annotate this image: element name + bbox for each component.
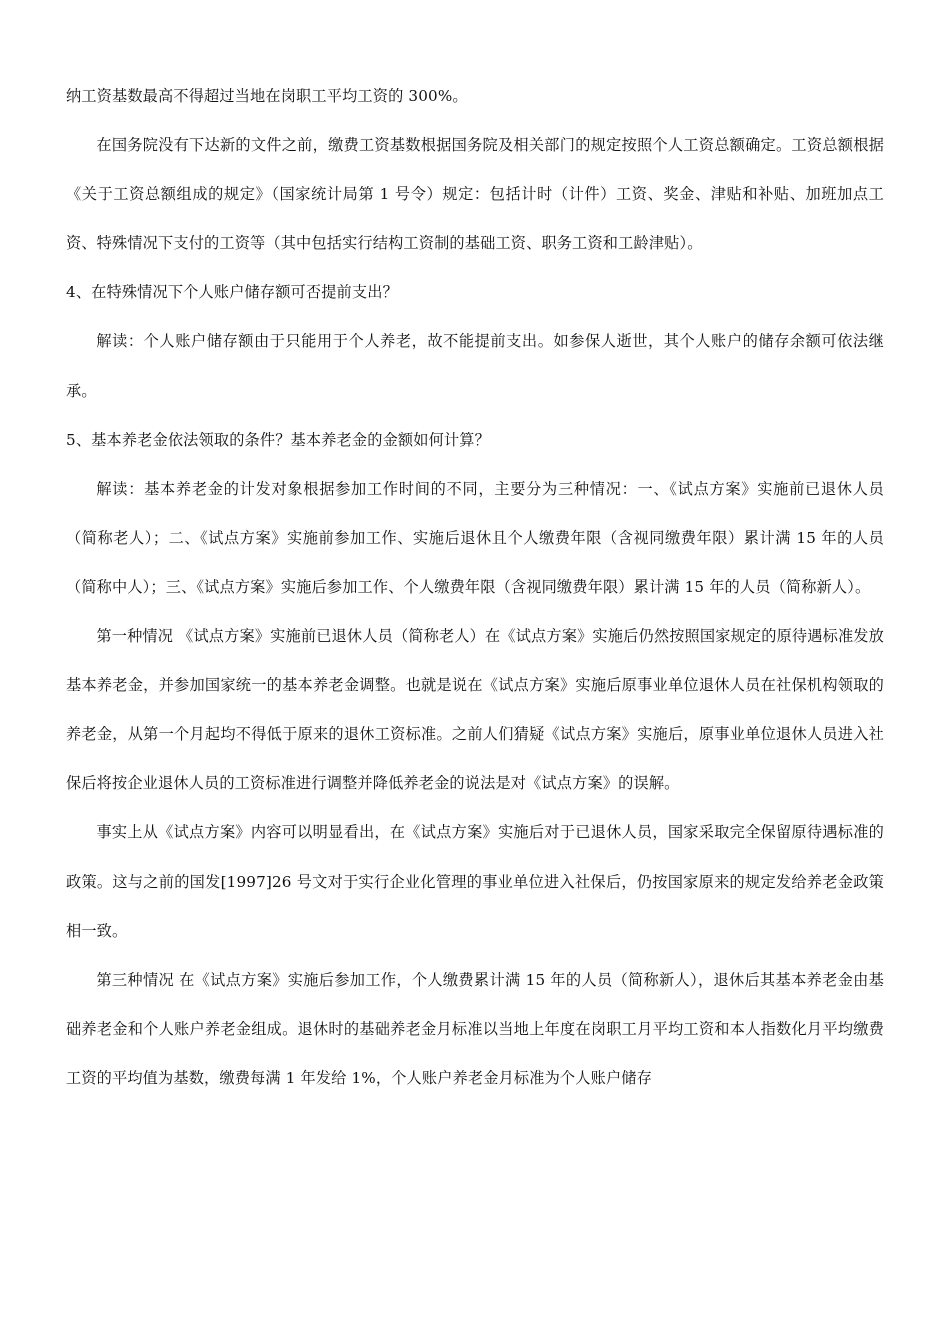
case-one-paragraph: 第一种情况 《试点方案》实施前已退休人员（简称老人）在《试点方案》实施后仍然按照国家规定的原待遇标准发放基本养老金，并参加国家统一的基本养老金调整。也就是说在《试点方案》实施后原事业单位退休人员在社保机构领取的养老金，从第一个月起均不得低于原来的退休工资标准。之前人们猜疑《试点方案》实施后，原事业单位退休人员进入社保后将按企业退休人员的工资标准进行调整并降低养老金的说法是对《试点方案》的误解。	[66, 627, 884, 793]
paragraph-contribution-base-cap: 纳工资基数最高不得超过当地在岗职工平均工资的 300%。	[66, 87, 468, 105]
paragraph-wage-total-definition: 在国务院没有下达新的文件之前，缴费工资基数根据国务院及相关部门的规定按照个人工资总额确定。工资总额根据《关于工资总额组成的规定》（国家统计局第 1 号令）规定：包括计时（计件）工资、奖金、津贴和补贴、加班加点工资、特殊情况下支付的工资等（其中包括实行结构工资制的基础工资、职务工资和工龄津贴）。	[66, 136, 884, 253]
document-body	[66, 72, 884, 1103]
case-three-paragraph: 第三种情况 在《试点方案》实施后参加工作，个人缴费累计满 15 年的人员（简称新人），退休后其基本养老金由基础养老金和个人账户养老金组成。退休时的基础养老金月标准以当地上年度在岗职工月平均工资和本人指数化月平均缴费工资的平均值为基数，缴费每满 1 年发给 1%，个人账户养老金月标准为个人账户储存	[66, 970, 884, 1087]
case-one-explanation-paragraph: 事实上从《试点方案》内容可以明显看出，在《试点方案》实施后对于已退休人员，国家采取完全保留原待遇标准的政策。这与之前的国发[1997]26 号文对于实行企业化管理的事业单位进入社保后，仍按国家原来的规定发给养老金政策相一致。	[66, 823, 884, 940]
answer-4-paragraph: 解读：个人账户储存额由于只能用于个人养老，故不能提前支出。如参保人逝世，其个人账户的储存余额可依法继承。	[66, 332, 884, 400]
question-4-heading: 4、在特殊情况下个人账户储存额可否提前支出？	[66, 283, 398, 302]
question-5-heading: 5、基本养老金依法领取的条件？基本养老金的金额如何计算？	[66, 430, 490, 449]
answer-5-paragraph: 解读：基本养老金的计发对象根据参加工作时间的不同，主要分为三种情况：一、《试点方案》实施前已退休人员（简称老人）；二、《试点方案》实施前参加工作、实施后退休且个人缴费年限（含视同缴费年限）累计满 15 年的人员（简称中人）；三、《试点方案》实施后参加工作、个人缴费年限（含视同缴费年限）累计满 15 年的人员（简称新人）。	[66, 479, 884, 596]
